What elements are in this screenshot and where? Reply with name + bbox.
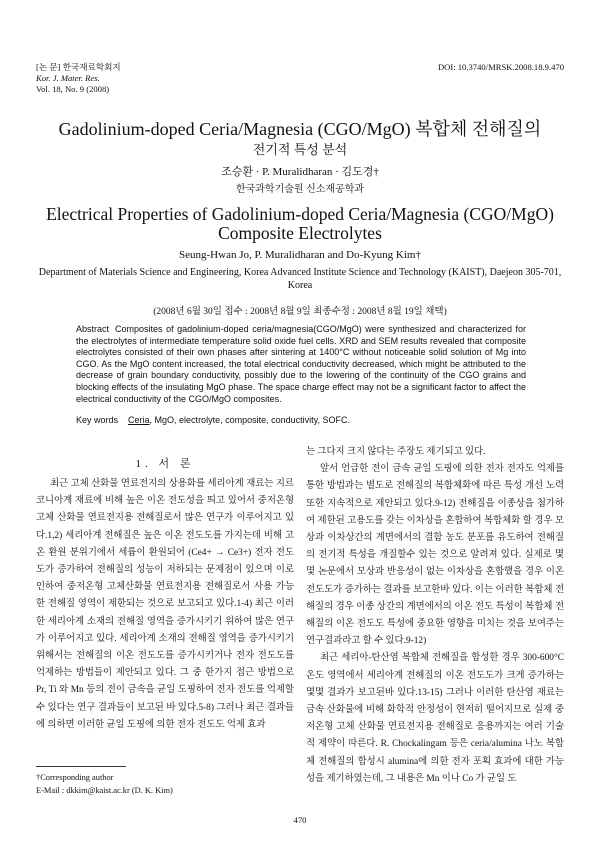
keyword-ceria: Ceria: [128, 415, 150, 425]
keywords: [76, 415, 526, 425]
body-column-left: 최근 고체 산화물 연료전지의 상용화를 세리아계 재료는 지르코니아계 재료에 비해 높은 이온 전도성을 띄고 있어서 중저온형 고체 산화물 연료전지용 전해질로서 많은 연구가 이루어지고 있다.1,2) 세리아계 전해질은 높은 이온 전도도를 가지는데 비해 고온 환원 분위기에서 세륨이 환원되어 (Ce4+ → Ce3+) 전자 전도도가 증가하여 전해질의 성능이 저하되는 문제점이 있으며 이로 인하여 중저온형 고체산화물 연료전지용 전해질로서 사용 가능한 전해질 영역이 제한되는 것으로 보고되고 있다.1-4) 최근 이러한 세리아계 소재의 전해질 영역을 증가시키기 위하여 많은 연구가 이루어지고 있다. 세리아계 소재의 전해질 영역을 증가시키기 위해서는 전해질의 이온 전도도를 증가시키거나 전자 전도도를 억제하는 방법들이 제안되고 있다. 그 중 한가지 접근 방법으로 Pr, Ti 와 Mn 등의 전이 금속을 균일 도핑하여 전자 전도를 억제할 수 있다는 연구 결과들이 보고된 바 있다.5-8) 그러나 최근 결과들에 의하면 이러한 균일 도핑에 의한 전자 전도도 억제 효과: [36, 479, 294, 730]
authors-ko: 조승환 · P. Muralidharan · 김도경†: [221, 166, 379, 178]
journal-abbrev: Kor. J. Mater. Res.: [36, 73, 100, 83]
affiliation-ko: 한국과학기술원 신소재공학과: [235, 184, 365, 195]
title-ko-line1: Gadolinium-doped Ceria/Magnesia (CGO/MgO) 복합체 전해질의: [58, 119, 542, 139]
footnote: [36, 771, 173, 797]
abstract-text: Composites of gadolinium-doped ceria/magnesia(CGO/MgO) were synthesized and characterized for the electrolytes of intermediate temperature solid oxide fuel cells. XRD and SEM results revealed that composite electrolytes consisted of their own phases after sintering at 1400°C without noticeable solid solution of Mg into CGO. As the MgO content increased, the total electrical conductivity decreased, which might be attributed to the decrease of grain boundary conductivity, possibly due to the lowering of the continuity of the CGO grains and blocking effects of the insulating MgO phase. The space charge effect may not be a significant factor to affect the electrical conductivity of the CGO/MgO composites.: [76, 324, 526, 404]
corresponding-author-note: †Corresponding author: [36, 773, 114, 782]
authors-en: Seung-Hwan Jo, P. Muralidharan and Do-Kyung Kim†: [179, 249, 421, 261]
submission-dates: (2008년 6월 30일 접수 : 2008년 8월 9일 최종수정 : 2008년 8월 19일 채택): [153, 307, 447, 317]
journal-header: [36, 62, 121, 95]
title-ko-line2: 전기적 특성 분석: [252, 142, 348, 157]
title-en-line1: Electrical Properties of Gadolinium-doped Ceria/Magnesia (CGO/MgO): [46, 204, 554, 224]
paragraph: 앞서 언급한 전이 금속 균일 도핑에 의한 전자 전자도 억제를 통한 방법과는 별도로 전해질의 복합체화에 따른 특성 개선 노력 또한 지속적으로 제안되고 있다.9-12) 전해질을 이종상을 첨가하여 제한된 고용도를 갖는 이차상을 혼합하여 복합체화 할 경우 모상과 이차상간의 계면에서의 결함 농도 분포를 유도하여 전해질의 전기적 특성을 개질할수 있는 것으로 알려져 있다. 실제로 몇몇 논문에서 모상과 반응성이 없는 이차상을 혼합했을 경우 이온전도도가 증가하는 결과를 보고한바 있다. 이는 이러한 복합체 전해질의 경우 이종 상간의 계면에서의 이온 전도 특성이 복합체 전해질의 이온 전도도 특성에 중요한 영향을 미치는 것을 보여주는 연구결과라고 할 수 있다.9-12): [306, 464, 564, 647]
section-heading: 1. 서 론: [135, 458, 195, 470]
journal-volume: Vol. 18, No. 9 (2008): [36, 84, 110, 94]
affiliation-en: Department of Materials Science and Engineering, Korea Advanced Institute Science and Technology (KAIST), Daejeon 305-701, Korea: [38, 267, 562, 291]
abstract: [76, 324, 526, 405]
keywords-rest: , MgO, electrolyte, composite, conductivity, SOFC.: [149, 415, 350, 425]
title-en-line2: Composite Electrolytes: [218, 223, 382, 243]
paragraph: 최근 세리아-탄산염 복합체 전해질을 합성한 경우 300-600°C 온도 영역에서 세리아계 전해질의 이온 전도도가 크게 증가하는 몇몇 결과가 보고된바 있다.13-15) 그러나 이러한 탄산염 재료는 금속 산화물에 비해 화학적 안정성이 현저히 떨어지므로 실제 중저온형 고체 산화물 연료전지용 전해질로 응용까지는 여러 기술적 제약이 따른다. R. Chockalingam 등은 ceria/alumina 나노 복합체 전해질의 합성시 alumina에 의한 전자 포획 효과에 대한 가능성을 제기하였는데, 그 내용은 Mn 이나 Co 가 균일 도: [306, 653, 564, 784]
keywords-label: Key words: [76, 415, 119, 425]
abstract-label: Abstract: [76, 324, 110, 334]
body-column-right: [306, 444, 564, 788]
doi: DOI: 10.3740/MRSK.2008.18.9.470: [437, 62, 564, 72]
footnote-divider: [36, 766, 126, 767]
author-email: E-Mail : dkkim@kaist.ac.kr (D. K. Kim): [36, 786, 173, 795]
paragraph: 는 그다지 크지 않다는 주장도 제기되고 있다.: [306, 447, 486, 457]
page-number: 470: [293, 815, 307, 825]
journal-name-ko: [논 문] 한국재료학회지: [36, 62, 121, 72]
